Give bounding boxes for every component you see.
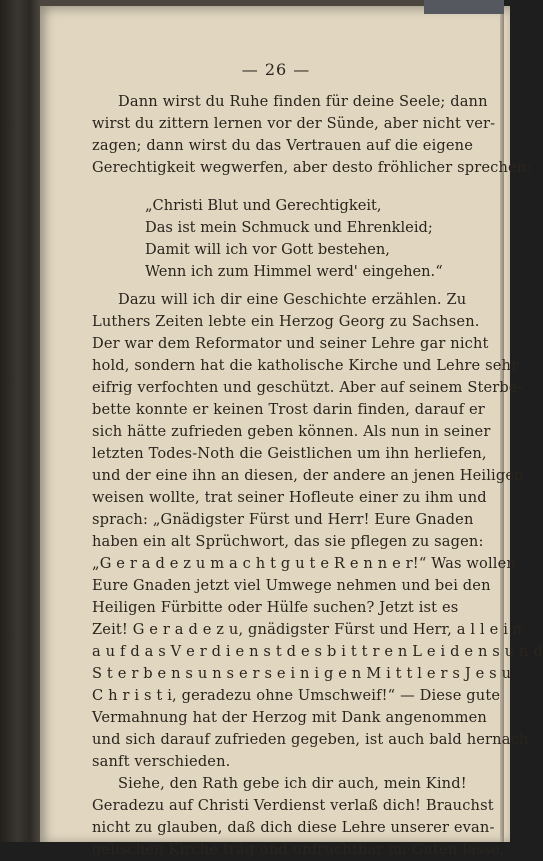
text-line: letzten Todes-Noth die Geistlichen um ihn herliefen, (92, 445, 487, 462)
text-line: Heiligen Fürbitte oder Hülfe suchen? Jetzt ist es (92, 599, 459, 616)
text-line: sprach: „Gnädigster Fürst und Herr! Eure Gnaden (92, 511, 474, 528)
text-line: und sich darauf zufrieden gegeben, ist auch bald hernach (92, 731, 529, 748)
text-line: sanft verschieden. (92, 753, 231, 770)
text-line: Siehe, den Rath gebe ich dir auch, mein Kind! (118, 775, 467, 792)
verse-line: Das ist mein Schmuck und Ehrenkleid; (145, 219, 433, 236)
text-line: „G e r a d e z u m a c h t g u t e R e n n e r!“ Was wollen (92, 555, 516, 572)
text-line: zagen; dann wirst du das Vertrauen auf die eigene (92, 137, 474, 154)
text-line: C h r i s t i, geradezu ohne Umschweif!“ — Diese gute (92, 687, 501, 704)
text-line: S t e r b e n s u n s e r s e i n i g e n M i t t l e r s J e s u (92, 665, 512, 682)
text-line: eifrig verfochten und geschützt. Aber auf seinem Sterbe- (92, 379, 523, 396)
text-line: Gerechtigkeit wegwerfen, aber desto fröhlicher sprechen: (92, 159, 532, 176)
text-line: Vermahnung hat der Herzog mit Dank angenommen (92, 709, 487, 726)
text-line: Luthers Zeiten lebte ein Herzog Georg zu Sachsen. (92, 313, 480, 330)
page-number: — 26 — (241, 60, 311, 79)
text-line: gelischen Kirche träg und unfruchtbar im Guten lasse, (92, 841, 505, 858)
verse-line: Wenn ich zum Himmel werd' eingehen.“ (145, 263, 443, 280)
text-line: bette konnte er keinen Trost darin finden, darauf er (92, 401, 485, 418)
text-line: und der eine ihn an diesen, der andere an jenen Heiligen (92, 467, 524, 484)
text-line: hold, sondern hat die katholische Kirche und Lehre sehr (92, 357, 519, 374)
text-line: Der war dem Reformator und seiner Lehre gar nicht (92, 335, 489, 352)
text-line: haben ein alt Sprüchwort, das sie pflegen zu sagen: (92, 533, 484, 550)
text-line: weisen wollte, trat seiner Hofleute einer zu ihm und (92, 489, 487, 506)
text-line: Geradezu auf Christi Verdienst verlaß dich! Brauchst (92, 797, 494, 814)
text-line: Dazu will ich dir eine Geschichte erzählen. Zu (118, 291, 467, 308)
text-line: wirst du zittern lernen vor der Sünde, aber nicht ver- (92, 115, 496, 132)
text-line: a u f d a s V e r d i e n s t d e s b i t t r e n L e i d e n s u n d (92, 643, 543, 660)
verse-line: Damit will ich vor Gott bestehen, (145, 241, 390, 258)
text-line: Zeit! G e r a d e z u, gnädigster Fürst und Herr, a l l e i n (92, 621, 523, 638)
text-line: Eure Gnaden jetzt viel Umwege nehmen und bei den (92, 577, 491, 594)
verse-line: „Christi Blut und Gerechtigkeit, (145, 197, 382, 214)
text-line: nicht zu glauben, daß dich diese Lehre unserer evan- (92, 819, 495, 836)
page-text (49, 0, 543, 858)
text-line: Dann wirst du Ruhe finden für deine Seele; dann (118, 93, 488, 110)
text-line: sich hätte zufrieden geben können. Als nun in seiner (92, 423, 491, 440)
